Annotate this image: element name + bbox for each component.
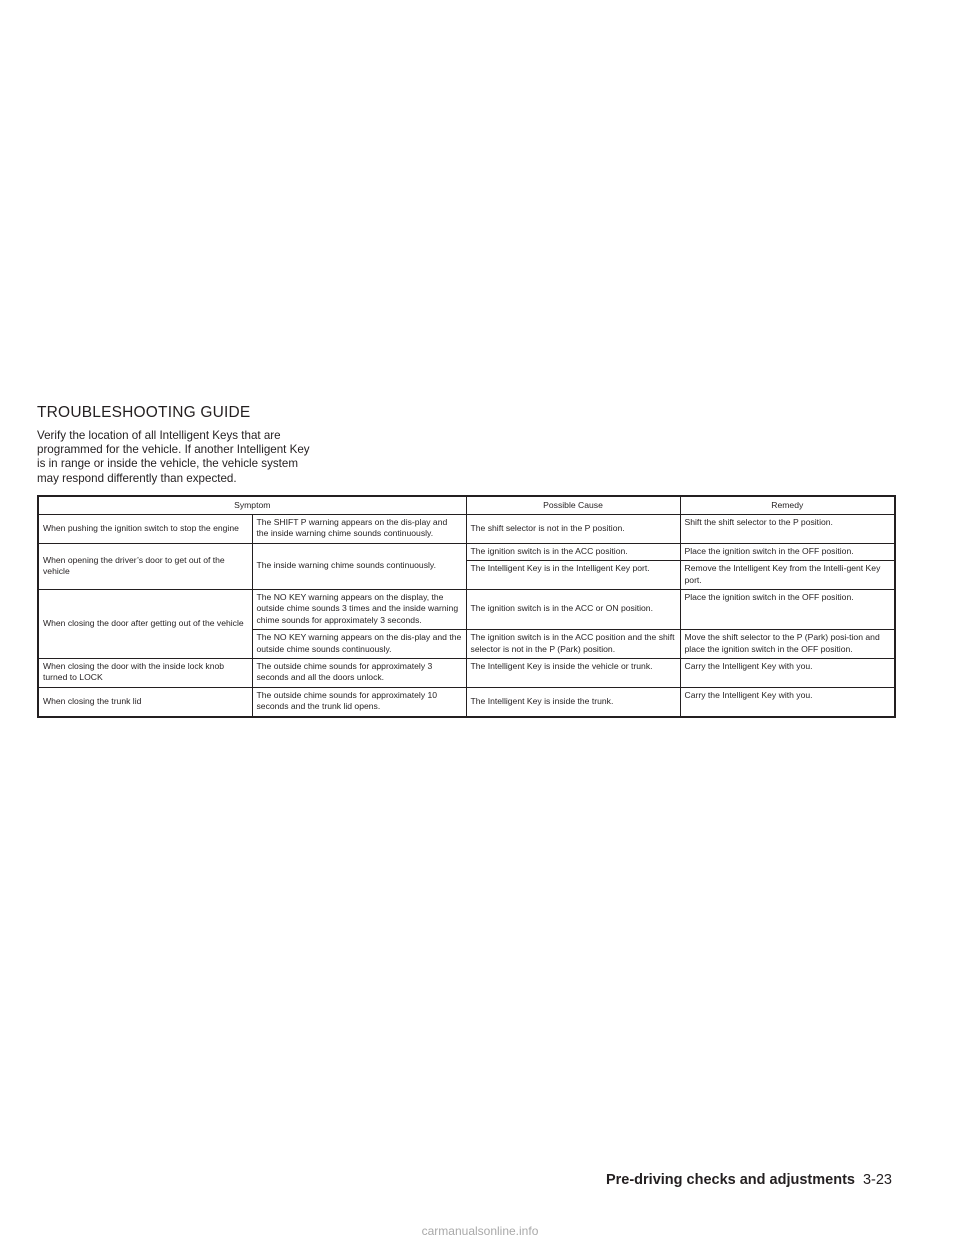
cause-cell: The Intelligent Key is in the Intelligent Key port.: [466, 561, 680, 590]
remedy-cell: Place the ignition switch in the OFF position.: [680, 590, 895, 630]
symptom-cell: When closing the door after getting out of the vehicle: [38, 590, 252, 659]
table-row: [38, 687, 895, 716]
header-possible-cause: Possible Cause: [466, 496, 680, 515]
page-footer: [606, 1172, 892, 1188]
watermark: carmanualsonline.info: [421, 1224, 539, 1238]
symptom-detail-cell: The outside chime sounds for approximately 10 seconds and the trunk lid opens.: [252, 687, 466, 716]
table-row: [38, 590, 895, 630]
symptom-cell: When opening the driver’s door to get out of the vehicle: [38, 543, 252, 589]
cause-cell: The shift selector is not in the P position.: [466, 515, 680, 544]
remedy-cell: Move the shift selector to the P (Park) posi-tion and place the ignition switch in the OFF position.: [680, 630, 895, 659]
cause-cell: The Intelligent Key is inside the trunk.: [466, 687, 680, 716]
symptom-detail-cell: The outside chime sounds for approximately 3 seconds and all the doors unlock.: [252, 659, 466, 688]
symptom-detail-cell: The SHIFT P warning appears on the dis-play and the inside warning chime sounds continuously.: [252, 515, 466, 544]
table-header-row: [38, 496, 895, 515]
symptom-cell: When closing the trunk lid: [38, 687, 252, 716]
table-row: [38, 515, 895, 544]
remedy-cell: Carry the Intelligent Key with you.: [680, 687, 895, 716]
symptom-detail-cell: The NO KEY warning appears on the display, the outside chime sounds 3 times and the inside warning chime sounds for approximately 3 seconds.: [252, 590, 466, 630]
table-row: [38, 659, 895, 688]
intro-paragraph: Verify the location of all Intelligent Keys that are programmed for the vehicle. If another Intelligent Key is in range or inside the vehicle, the vehicle system may respond differently than expected.: [37, 429, 310, 485]
cause-cell: The ignition switch is in the ACC position.: [466, 543, 680, 560]
header-remedy: Remedy: [680, 496, 895, 515]
footer-section-title: Pre-driving checks and adjustments: [605, 1172, 855, 1188]
page-number: 3-23: [862, 1172, 892, 1188]
symptom-cell: When pushing the ignition switch to stop the engine: [38, 515, 252, 544]
remedy-cell: Remove the Intelligent Key from the Intelli-gent Key port.: [680, 561, 895, 590]
remedy-cell: Shift the shift selector to the P position.: [680, 515, 895, 544]
cause-cell: The ignition switch is in the ACC position and the shift selector is not in the P (Park) position.: [466, 630, 680, 659]
section-heading: TROUBLESHOOTING GUIDE: [37, 404, 251, 421]
remedy-cell: Place the ignition switch in the OFF position.: [680, 543, 895, 560]
symptom-cell: When closing the door with the inside lock knob turned to LOCK: [38, 659, 252, 688]
troubleshooting-table: [37, 495, 896, 718]
cause-cell: The ignition switch is in the ACC or ON position.: [466, 590, 680, 630]
header-symptom: Symptom: [38, 496, 466, 515]
symptom-detail-cell: The NO KEY warning appears on the dis-play and the outside chime sounds continuously.: [252, 630, 466, 659]
table-row: [38, 543, 895, 560]
remedy-cell: Carry the Intelligent Key with you.: [680, 659, 895, 688]
symptom-detail-cell: The inside warning chime sounds continuously.: [252, 543, 466, 589]
cause-cell: The Intelligent Key is inside the vehicle or trunk.: [466, 659, 680, 688]
